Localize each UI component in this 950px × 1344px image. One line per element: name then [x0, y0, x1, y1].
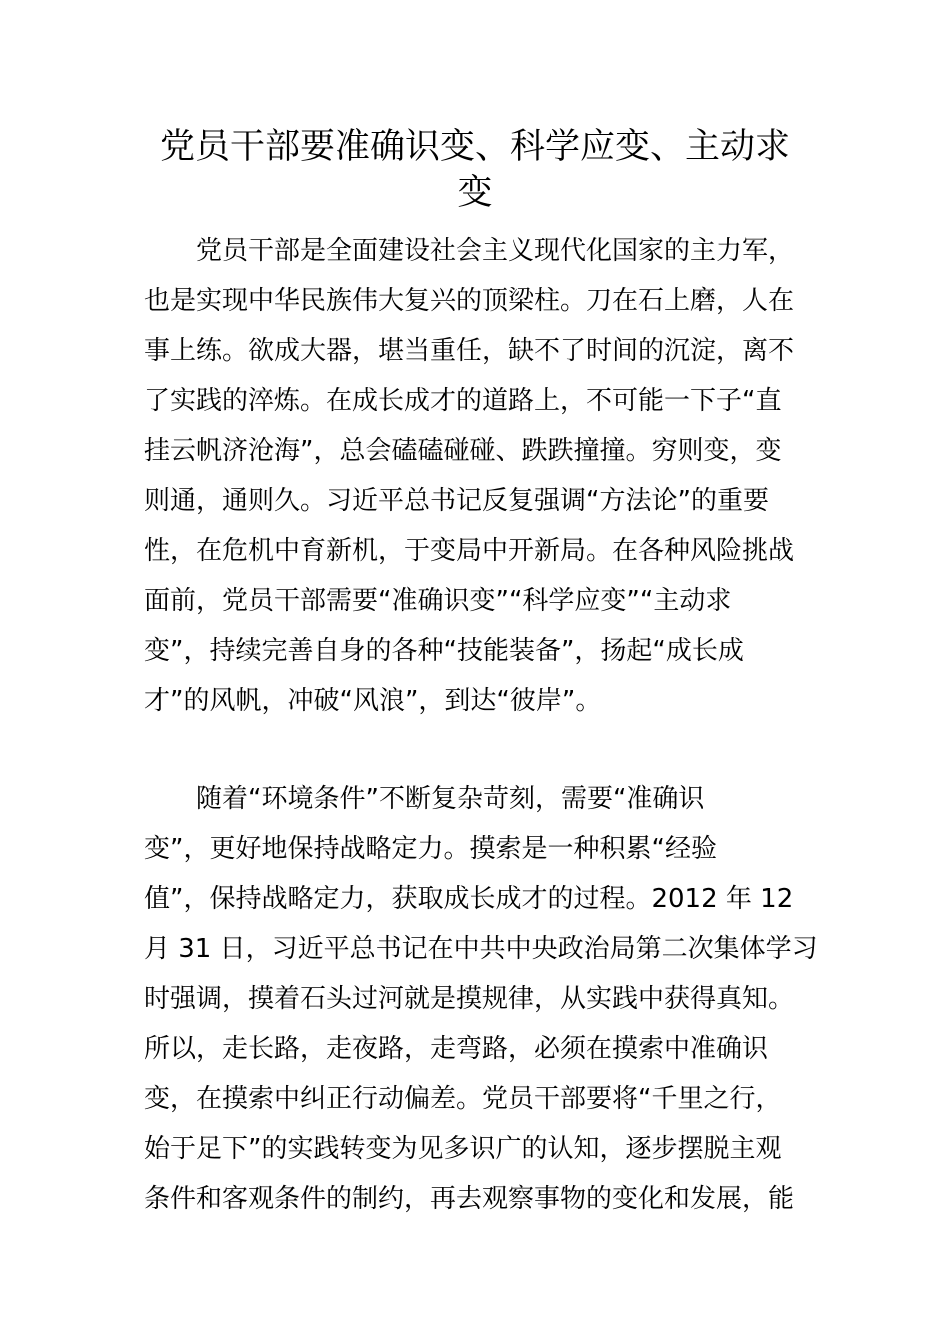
text-line: 党员干部是全面建设社会主义现代化国家的主力军， [144, 236, 795, 266]
text-line: 面前，党员干部需要“准确识变”“科学应变”“主动求 [144, 586, 732, 616]
text-line: 始于足下”的实践转变为见多识广的认知，逐步摆脱主观 [144, 1134, 782, 1164]
text-line: 条件和客观条件的制约，再去观察事物的变化和发展，能 [144, 1184, 795, 1214]
text-line: 月 31 日，习近平总书记在中共中央政治局第二次集体学习 [144, 934, 818, 964]
text-line: 则通，通则久。习近平总书记反复强调“方法论”的重要 [144, 486, 769, 516]
text-line: 也是实现中华民族伟大复兴的顶梁柱。刀在石上磨，人在 [144, 286, 795, 316]
document-title [140, 124, 810, 216]
text-line: 了实践的淬炼。在成长成才的道路上，不可能一下子“直 [144, 386, 782, 416]
text-line: 变”，更好地保持战略定力。摸索是一种积累“经验 [144, 834, 717, 864]
text-line: 才”的风帆，冲破“风浪”，到达“彼岸”。 [144, 686, 602, 716]
text-line: 变，在摸索中纠正行动偏差。党员干部要将“千里之行， [144, 1084, 782, 1114]
paragraph-2 [144, 774, 818, 1224]
text-line: 事上练。欲成大器，堪当重任，缺不了时间的沉淀，离不 [144, 336, 795, 366]
text-line: 性，在危机中育新机，于变局中开新局。在各种风险挑战 [144, 536, 795, 566]
paragraph-1 [144, 226, 814, 726]
text-line: 随着“环境条件”不断复杂苛刻，需要“准确识 [144, 784, 705, 814]
text-line: 时强调，摸着石头过河就是摸规律，从实践中获得真知。 [144, 984, 795, 1014]
text-line: 挂云帆济沧海”，总会磕磕碰碰、跌跌撞撞。穷则变，变 [144, 436, 782, 466]
text-line: 值”，保持战略定力，获取成长成才的过程。2012 年 12 [144, 884, 794, 914]
title-line: 变 [457, 173, 493, 213]
title-line: 党员干部要准确识变、科学应变、主动求 [159, 127, 790, 167]
text-line: 变”，持续完善自身的各种“技能装备”，扬起“成长成 [144, 636, 744, 666]
text-line: 所以，走长路，走夜路，走弯路，必须在摸索中准确识 [144, 1034, 769, 1064]
